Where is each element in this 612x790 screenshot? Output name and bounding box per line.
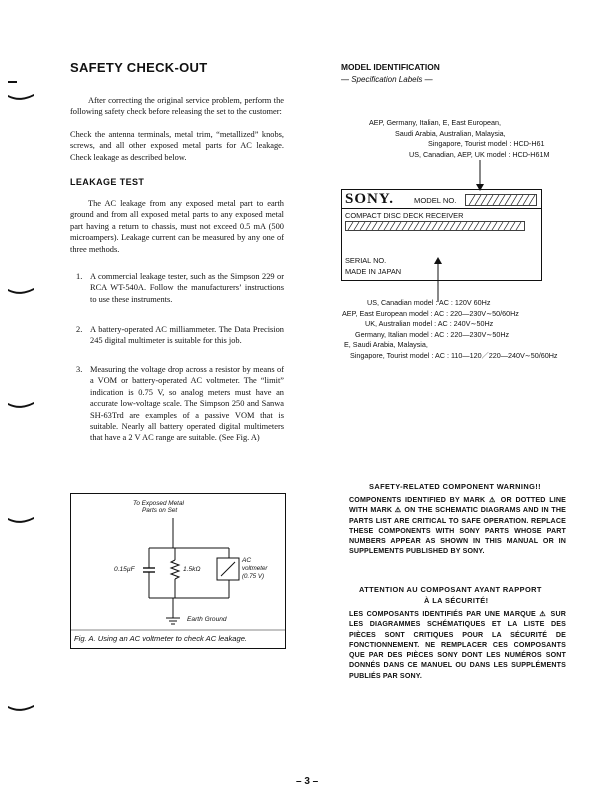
- method-text: Measuring the voltage drop across a resistor by means of a VOM or battery-operated AC voltmeter. The “limit” indication is 0.75 V, so analog meters must have an accurate low-voltage scale. The Simpson 250 and Sanwa SH-63Trd are examples of a passive VOM that is suitable. Nearly all battery operated digital multimeters that have a 2 V AC range are suitable. (See Fig. A): [90, 365, 284, 443]
- safety-checkout-title: SAFETY CHECK-OUT: [70, 60, 208, 75]
- method-text: A commercial leakage tester, such as the Simpson 229 or RCA WT-540A. Follow the manufacturers’ instructions to use these instruments.: [90, 272, 284, 304]
- page-number: – 3 –: [296, 776, 319, 787]
- model-no-hatch: [465, 194, 537, 206]
- power-line: US, Canadian model : AC : 120V 60Hz: [367, 298, 491, 307]
- power-line: E, Saudi Arabia, Malaysia,: [344, 340, 428, 349]
- method-list: [76, 271, 284, 481]
- made-in-label: MADE IN JAPAN: [345, 267, 402, 276]
- warning-en-title: SAFETY-RELATED COMPONENT WARNING!!: [369, 482, 541, 491]
- power-rating-list: [330, 298, 600, 361]
- method-number: 1.: [76, 272, 83, 281]
- intro-paragraph-2: Check the antenna terminals, metal trim, “metallized” knobs, screws, and all other exposed metal parts for AC leakage. Check leakage as described below.: [70, 130, 284, 162]
- model-arrow: [470, 160, 490, 192]
- model-list: [340, 118, 550, 160]
- fig-top-label-1: To Exposed Metal: [133, 500, 184, 507]
- model-line: AEP, Germany, Italian, E, East European,: [369, 118, 501, 127]
- product-hatch: [345, 221, 525, 231]
- binder-hole-marks: [0, 70, 40, 730]
- warning-fr-title-2: À LA SÉCURITÉ!: [424, 596, 489, 605]
- voltmeter-label-3: (0.75 V): [242, 573, 265, 580]
- model-line: US, Canadian, AEP, UK model : HCD-H61M: [409, 149, 550, 159]
- power-arrow: [431, 256, 445, 302]
- capacitor-label: 0.15µF: [114, 566, 135, 573]
- power-line: Singapore, Tourist model : AC : 110—120／220—240V∼50/60Hz: [350, 350, 558, 360]
- voltmeter-label-2: voltmeter: [242, 565, 268, 572]
- figure-caption: Fig. A. Using an AC voltmeter to check AC leakage.: [74, 634, 248, 643]
- method-number: 3.: [76, 365, 83, 374]
- warning-fr-body: LES COMPOSANTS IDENTIFIÉS PAR UNE MARQUE ⚠ SUR LES DIAGRAMMES SCHÉMATIQUES ET LA LISTE DES PIÈCES SONT CRITIQUES POUR LA SÉCURITÉ DE FONCTIONNEMENT. NE REMPLACER CES COMPOSANTS QUE PAR DES PIÈCES SONY DONT LES NUMÉROS SONT DONNÉS DANS CE MANUEL OU DANS LES SUPPLÉMENTS PUBLIÉS PAR SONY.: [349, 610, 566, 680]
- power-line: UK, Australian model : AC : 240V∼50Hz: [365, 319, 494, 328]
- power-line: AEP, East European model : AC : 220—230V∼50/60Hz: [342, 308, 519, 318]
- sony-logo: SONY.: [345, 191, 395, 207]
- model-no-label: MODEL NO.: [414, 196, 457, 205]
- method-number: 2.: [76, 325, 83, 334]
- product-name: COMPACT DISC DECK RECEIVER: [345, 211, 464, 220]
- specification-labels-subtitle: — Specification Labels —: [341, 75, 433, 84]
- voltmeter-label-1: AC: [242, 557, 252, 564]
- leakage-test-body: The AC leakage from any exposed metal part to earth ground and from all exposed metal parts to any exposed metal part having a return to chassis, must not exceed 0.5 mA (500 microampers). Leakage current can be measured by any one of three methods.: [70, 199, 284, 254]
- power-line: Germany, Italian model : AC : 220—230V∼50Hz: [355, 329, 510, 339]
- serial-no-label: SERIAL NO.: [345, 256, 387, 265]
- model-line: Singapore, Tourist model : HCD-H61: [428, 139, 545, 148]
- figure-a-box: [70, 493, 286, 649]
- warning-fr-title-1: ATTENTION AU COMPOSANT AYANT RAPPORT: [359, 585, 542, 594]
- leakage-test-heading: LEAKAGE TEST: [70, 177, 145, 187]
- fig-top-label-2: Parts on Set: [142, 507, 178, 514]
- model-line: Saudi Arabia, Australian, Malaysia,: [395, 128, 506, 138]
- method-text: A battery-operated AC milliammeter. The Data Precision 245 digital multimeter is suitable for this job.: [90, 325, 284, 346]
- model-identification-title: MODEL IDENTIFICATION: [341, 62, 440, 72]
- resistor-label: 1.5kΩ: [183, 566, 201, 573]
- label-divider: [342, 208, 541, 209]
- intro-paragraph-1: After correcting the original service problem, perform the following safety check before releasing the set to the customer:: [70, 96, 284, 117]
- earth-ground-label: Earth Ground: [187, 616, 227, 623]
- warning-en-body: COMPONENTS IDENTIFIED BY MARK ⚠ OR DOTTED LINE WITH MARK ⚠ ON THE SCHEMATIC DIAGRAMS AND IN THE PARTS LIST ARE CRITICAL TO SAFE OPERATION. REPLACE THESE COMPONENTS WITH SONY PARTS WHOSE PART NUMBERS APPEAR AS SHOWN IN THIS MANUAL OR IN SUPPLEMENTS PUBLISHED BY SONY.: [349, 496, 566, 556]
